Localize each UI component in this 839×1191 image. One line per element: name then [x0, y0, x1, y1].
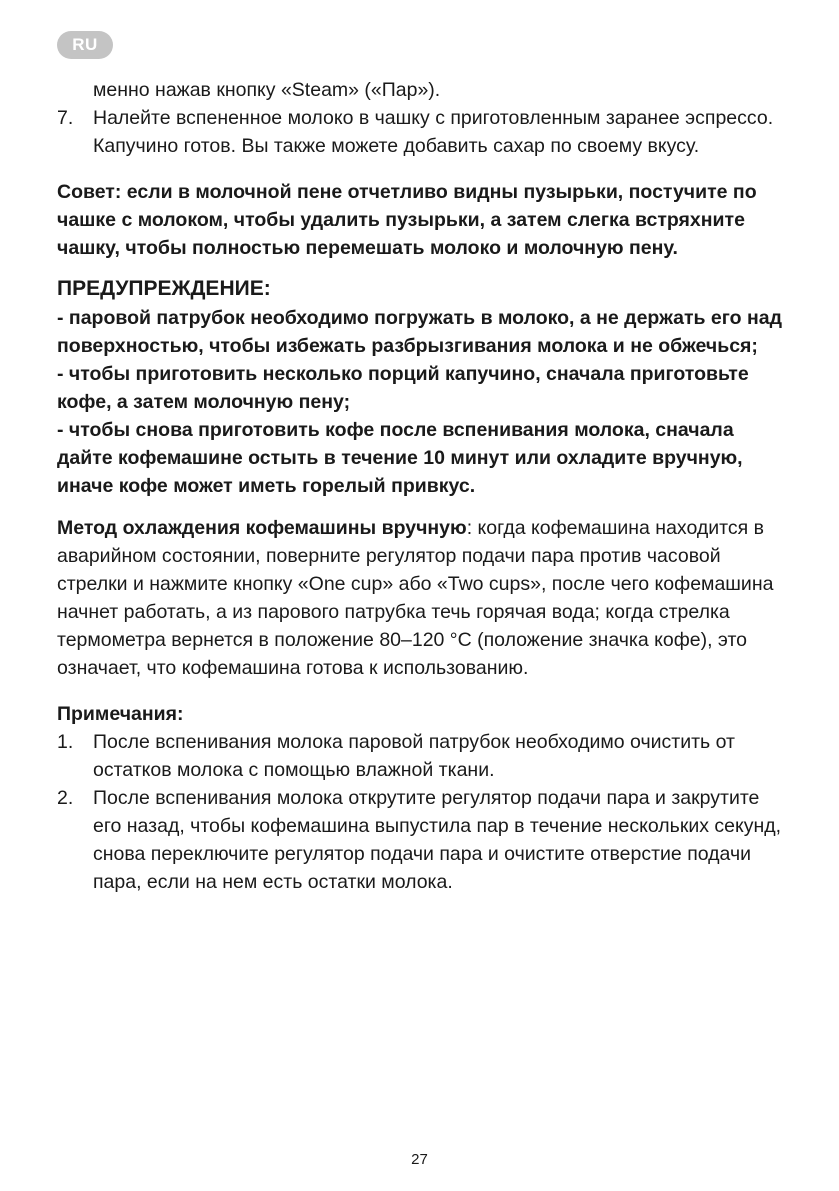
note-2-number: 2. — [57, 787, 74, 809]
language-badge: RU — [57, 31, 113, 59]
cooling-paragraph — [57, 514, 783, 682]
warning-item: - чтобы снова приготовить кофе после вспенивания молока, сначала дайте кофемашине остыть в течение 10 минут или охладите вручную, иначе кофе может иметь горелый привкус. — [57, 419, 743, 497]
notes-title: Примечания: — [57, 703, 184, 725]
tip-paragraph: Совет: если в молочной пене отчетливо видны пузырьки, постучите по чашке с молоком, чтобы удалить пузырьки, а затем слегка встряхните чашку, чтобы полностью перемешать молоко и молочную пену. — [57, 181, 757, 259]
step-7-number: 7. — [57, 107, 74, 129]
note-2 — [57, 784, 783, 896]
page-content — [57, 76, 783, 896]
warning-item: - паровой патрубок необходимо погружать в молоко, а не держать его над поверхностью, чтобы избежать разбрызгивания молока и не обжечься; — [57, 307, 782, 357]
cooling-label: Метод охлаждения кофемашины вручную — [57, 517, 467, 539]
warning-item: - чтобы приготовить несколько порций капучино, сначала приготовьте кофе, а затем молочную пену; — [57, 363, 749, 413]
note-1 — [57, 728, 783, 784]
cooling-text: : когда кофемашина находится в аварийном состоянии, поверните регулятор подачи пара против часовой стрелки и нажмите кнопку «One cup» або «Two cups», после чего кофемашина начнет работать, а из парового патрубка течь горячая вода; когда стрелка термометра вернется в положение 80–120 °C (положение значка кофе), это означает, что кофемашина готова к использованию. — [57, 517, 774, 679]
note-1-text: После вспенивания молока паровой патрубок необходимо очистить от остатков молока с помощью влажной ткани. — [93, 731, 735, 781]
note-1-number: 1. — [57, 731, 74, 753]
note-2-text: После вспенивания молока открутите регулятор подачи пара и закрутите его назад, чтобы кофемашина выпустила пар в течение нескольких секунд, снова переключите регулятор подачи пара и очистите отверстие подачи пара, если на нем есть остатки молока. — [93, 787, 782, 893]
step-7 — [57, 104, 783, 160]
page-number: 27 — [411, 1151, 428, 1168]
warning-title: ПРЕДУПРЕЖДЕНИЕ: — [57, 277, 271, 300]
step-7-text: Налейте вспененное молоко в чашку с приготовленным заранее эспрессо. Капучино готов. Вы также можете добавить сахар по своему вкусу. — [93, 107, 774, 157]
intro-continuation: менно нажав кнопку «Steam» («Пар»). — [93, 79, 441, 101]
